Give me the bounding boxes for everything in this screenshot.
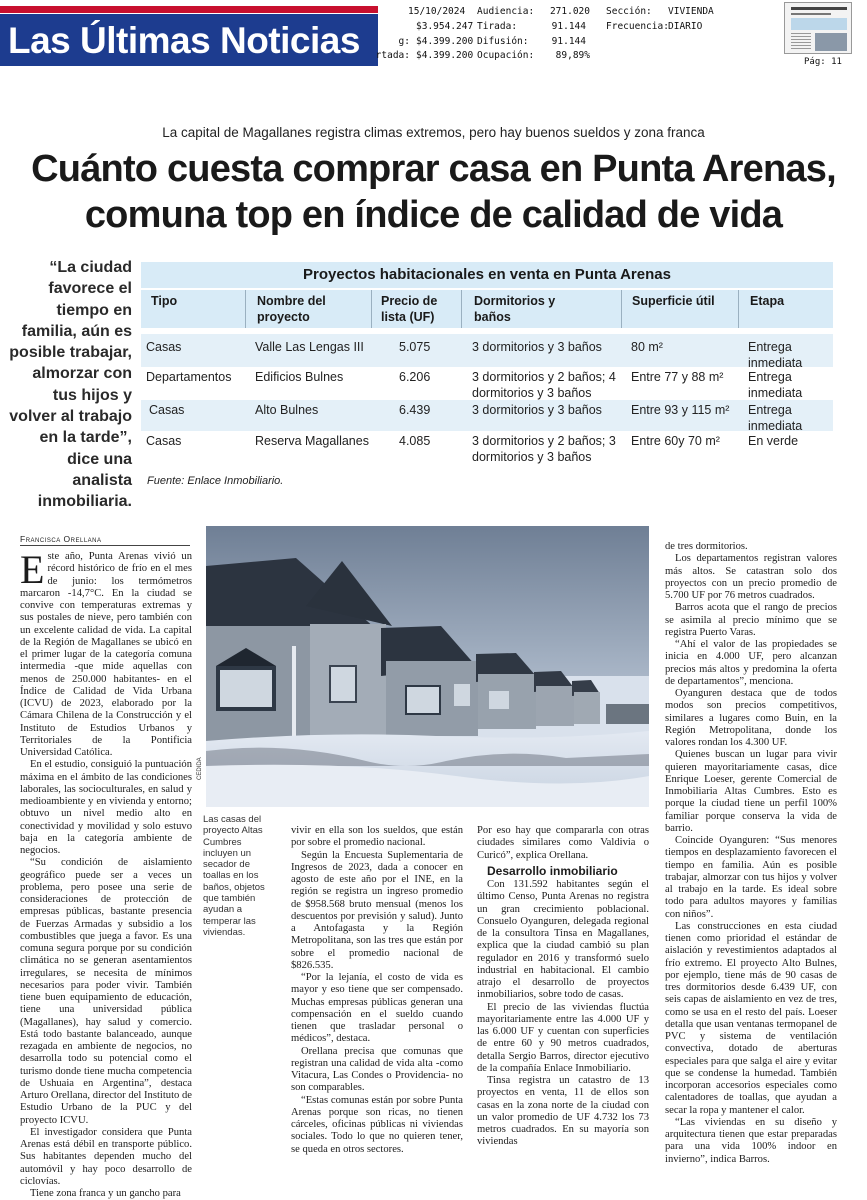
cell-precio: 6.206 <box>399 370 431 384</box>
byline: Francisca Orellana <box>20 534 102 544</box>
paragraph: Tinsa registra un catastro de 13 proyectos en venta, 11 de ellos son casas en la zona norte de la ciudad con un valor promedio de UF 4.732 los 73 metros cuadrados. En su mayoría son viviendas <box>477 1075 649 1148</box>
paragraph: Según la Encuesta Suplementaria de Ingresos de 2023, dada a conocer en agosto de este año por el INE, en la región se registra un ingreso promedio de $958.568 bruto mensual (menos los descuentos por previsión y salud). Junto a Antofagasta y la Región Metropolitana, son las tres que están por sobre el promedio nacional de $826.535. <box>291 849 463 971</box>
meta-difusion: 91.144 <box>551 36 586 47</box>
meta-frecuencia: DIARIO <box>668 21 703 32</box>
paragraph: Barros acota que el rango de precios se asimila al precio mínimo que se registra Puerto Varas. <box>665 602 837 638</box>
meta-audiencia-label: Audiencia: <box>477 6 535 17</box>
meta-value-1: $3.954.247 <box>416 21 474 32</box>
article-headline <box>0 146 867 238</box>
table-title: Proyectos habitacionales en venta en Punta Arenas <box>141 262 833 288</box>
table-row <box>141 334 833 370</box>
table-row <box>141 400 833 431</box>
cell-dormitorios: 3 dormitorios y 3 baños <box>472 340 602 354</box>
cell-tipo: Casas <box>146 340 182 354</box>
paragraph: de tres dormitorios. <box>665 541 748 552</box>
meta-label-frag-2: rtada: <box>375 50 410 61</box>
cell-dormitorios: 3 dormitorios y 2 baños; 3 dormitorios y 3 baños <box>472 434 616 464</box>
meta-audiencia: 271.020 <box>549 6 590 17</box>
meta-tirada: 91.144 <box>551 21 586 32</box>
column-2 <box>291 825 463 1156</box>
paragraph: Las construcciones en esta ciudad tienen como prioridad el estándar de aislación y revestimientos adaptados al frío extremo. El proyecto Alto Bulnes, por ejemplo, tiene más de 90 casas de tres dormitorios desde 6.439 UF, con seis capas de aislamiento en vez de tres, como se usa en el resto del país. Loeser detalla que usan ventanas termopanel de PVC y sistema de ventilación convectiva, dotado de aberturas especiales para que salga el aire y evitar que se condense la humedad. También incorporan accesorios especiales como calentadores de toallas, que ayudan a secar la ropa y mantener el calor. <box>665 920 837 1116</box>
cell-etapa: Entrega inmediata <box>748 370 803 400</box>
cell-precio: 5.075 <box>399 340 431 354</box>
paragraph: “Por la lejanía, el costo de vida es mayor y eso tiene que ser compensado. Muchas empresas públicas generan una compensación en el sueldo cuando tienen que trasladar personal o médicos”, destaca. <box>291 972 463 1045</box>
column-4 <box>665 541 837 1166</box>
section-subhead: Desarrollo inmobiliario <box>487 863 618 878</box>
cell-superficie: 80 m² <box>631 340 663 354</box>
headline-line-1: Cuánto cuesta comprar casa en Punta Arenas, <box>31 148 836 190</box>
paragraph: Oyanguren destaca que de todos modos son precios competitivos, similares a lugares como Buin, en la Región Metropolitana, donde los valores rondan los 4.300 UF. <box>665 688 837 748</box>
table-row <box>141 367 833 400</box>
meta-ocupacion: 89,89% <box>555 50 590 61</box>
header-tipo: Tipo <box>151 294 178 308</box>
cell-dormitorios: 3 dormitorios y 3 baños <box>472 403 602 417</box>
meta-frecuencia-label: Frecuencia: <box>606 21 669 32</box>
paragraph: El investigador considera que Punta Arenas está débil en transporte público. Sus habitantes dependen mucho del automóvil y hay poco desarrollo de ciclovías. <box>20 1126 192 1187</box>
byline-rule <box>20 545 190 546</box>
pull-quote: “La ciudad favorece el tiempo en familia, aún es posible trabajar, almorzar con tus hijos y volver al trabajo en la tarde”, dice una analista inmobiliaria. <box>9 259 132 511</box>
paragraph: “Las viviendas en su diseño y arquitectura tienen que estar preparadas para una vida 100% indoor en invierno”, indica Barros. <box>665 1116 837 1165</box>
meta-date: 15/10/2024 <box>408 6 466 17</box>
table-source: Fuente: Enlace Inmobiliario. <box>147 475 284 487</box>
paragraph: Tiene zona franca y un gancho para <box>30 1188 181 1199</box>
paragraph: Con 131.592 habitantes según el último Censo, Punta Arenas no registra un gran crecimiento poblacional. Consuelo Oyanguren, delegada regional de la consultora Tinsa en Magallanes, explica que la ciudad cambió su plan regulador en 2016 y transformó suelo industrial en habitacional. El cambio atrajo el desarrollo de proyectos inmobiliarios, sobre todo de casas. <box>477 879 649 1001</box>
meta-seccion-label: Sección: <box>606 6 652 17</box>
projects-table <box>141 262 833 487</box>
cell-nombre: Reserva Magallanes <box>255 434 369 448</box>
meta-value-3: $4.399.200 <box>416 50 474 61</box>
table-row <box>141 431 833 467</box>
photo-credit: CEDIDA <box>197 757 203 780</box>
photo-caption: Las casas del proyecto Altas Cumbres incluyen un secador de toallas en los baños, objetos que también ayudan a temperar las viviendas. <box>203 814 265 938</box>
cell-precio: 6.439 <box>399 403 431 417</box>
paragraph: “Su condición de aislamiento geográfico puede ser a veces un problema, pero posee una serie de consideraciones de protección de empresas públicas, bastante presencia de Fuerzas Armadas y subsidio a los combustibles que juega a favor. Es una comuna segura porque por su condición climática no se generan asentamientos irregulares, se necesita de mínimos necesarios para poder vivir. También tiene buen equipamiento de educación, tiene una universidad pública (Magallanes), hay salud y comercio. Está todo bastante balanceado, aunque rezagada en ambiente de negocios, no desarrolla todo su potencial como el turismo donde tiene mucha competencia de Ushuaia en Argentina”, destaca Arturo Orellana, director del Instituto de Estudio Urbano de la PUC y del proyecto ICVU. <box>20 857 192 1126</box>
masthead <box>0 0 867 72</box>
cell-nombre: Edificios Bulnes <box>255 370 344 384</box>
header-precio: Precio de lista (UF) <box>381 294 438 324</box>
drop-cap: E <box>20 547 45 592</box>
paragraph: “Estas comunas están por sobre Punta Arenas porque son ricas, no tienen cárceles, oficinas públicas ni viviendas sociales. Todo lo que no quieren tener, se queda en otros sectores. <box>291 1094 463 1155</box>
header-nombre: Nombre del proyecto <box>257 294 326 324</box>
logo-red-bar <box>0 6 378 13</box>
meta-label-frag-1: g: <box>398 36 410 47</box>
meta-seccion: VIVIENDA <box>668 6 714 17</box>
paragraph: Por eso hay que compararla con otras ciudades similares como Valdivia o Curicó”, explica Orellana. <box>477 825 649 861</box>
cell-etapa: Entrega inmediata <box>748 403 803 433</box>
cell-nombre: Valle Las Lengas III <box>255 340 364 354</box>
article-kicker: La capital de Magallanes registra climas extremos, pero hay buenos sueldos y zona franca <box>162 125 705 140</box>
cell-tipo: Departamentos <box>146 370 232 384</box>
page-number: Pág: 11 <box>804 57 842 67</box>
paragraph: vivir en ella son los sueldos, que están por sobre el promedio nacional. <box>291 825 463 849</box>
header-superficie: Superficie útil <box>632 294 715 308</box>
cell-etapa: Entrega inmediata <box>748 340 803 370</box>
header-etapa: Etapa <box>750 294 785 308</box>
paragraph: En el estudio, consiguió la puntuación máxima en el ámbito de las condiciones laborales, las socioculturales, en salud y medioambiente y en vivienda y entorno; obtuvo un nivel medio alto en conectividad y movilidad y solo estuvo baja en la categoría ambiente de negocios. <box>20 759 192 856</box>
newspaper-logo: Las Últimas Noticias <box>8 20 360 61</box>
cell-nombre: Alto Bulnes <box>255 403 319 417</box>
cell-superficie: Entre 77 y 88 m² <box>631 370 724 384</box>
paragraph: El precio de las viviendas fluctúa mayoritariamente entre las 4.000 UF y las 6.000 UF y cuentan con superficies de entre 60 y 90 metros cuadrados, detalla Sergio Barros, director ejecutivo de la compañía Enlace Inmobiliario. <box>477 1001 649 1074</box>
headline-line-2: comuna top en índice de calidad de vida <box>84 194 783 236</box>
meta-tirada-label: Tirada: <box>477 21 518 32</box>
paragraph: Este año, Punta Arenas vivió un récord histórico de frío en el mes de junio: los termómetros marcaron -14,7°C. En la ciudad se convive con temperaturas extremas y sus postales de nieve, pero también con un excelente calidad de vida. La capital de la Región de Magallanes se ubicó en el primer lugar de la categoría comuna intermedia -que mide aquellas con menos de 250.000 habitantes- en el Índice de Calidad de Vida Urbana (ICVU) de 2023, elaborado por la Cámara Chilena de la Construcción y el Instituto de Estudios Urbanos y Territoriales de la Pontificia Universidad Católica. <box>20 547 192 758</box>
cell-tipo: Casas <box>149 403 185 417</box>
paragraph: Los departamentos registran valores más altos. Se catastran solo dos proyectos con un precio promedio de 5.700 UF por 76 metros cuadrados. <box>665 553 837 601</box>
cell-superficie: Entre 60y 70 m² <box>631 434 720 448</box>
table-header-row <box>141 288 833 328</box>
cell-tipo: Casas <box>146 434 182 448</box>
meta-value-2: $4.399.200 <box>416 36 474 47</box>
meta-ocupacion-label: Ocupación: <box>477 50 535 61</box>
column-1 <box>20 547 192 1200</box>
paragraph: “Ahí el valor de las propiedades se inicia en 4.000 UF, pero alcanzan precios más altos y predomina la oferta de departamentos”, menciona. <box>665 639 837 687</box>
page-thumbnail[interactable] <box>784 2 852 54</box>
cell-etapa: En verde <box>748 434 799 448</box>
cell-superficie: Entre 93 y 115 m² <box>631 403 730 417</box>
cell-precio: 4.085 <box>399 434 431 448</box>
cell-dormitorios: 3 dormitorios y 2 baños; 4 dormitorios y 3 baños <box>472 370 616 400</box>
column-3 <box>477 825 649 1149</box>
meta-difusion-label: Difusión: <box>477 36 529 47</box>
paragraph: Orellana precisa que comunas que registran una calidad de vida alta -como Vitacura, Las Condes o Providencia- no son comparables. <box>291 1045 463 1094</box>
article-photo <box>206 526 649 807</box>
paragraph: Coincide Oyanguren: “Sus menores tiempos en desplazamiento favorecen el tiempo en familia. Aún es posible trabajar, almorzar con tus hijos y volver al trabajo en la tarde. Es ideal sobre todo para adultos mayores y familias con niños”. <box>665 835 837 920</box>
header-dormitorios: Dormitorios y baños <box>474 294 556 324</box>
paragraph: Quienes buscan un lugar para vivir quieren mayoritariamente casas, dice Enrique Loeser, gerente Comercial de Inmobiliaria Altas Cumbres. Esto es porque la ciudad tiene un perfil 100% familiar porque conserva la vida de barrio. <box>665 749 837 834</box>
